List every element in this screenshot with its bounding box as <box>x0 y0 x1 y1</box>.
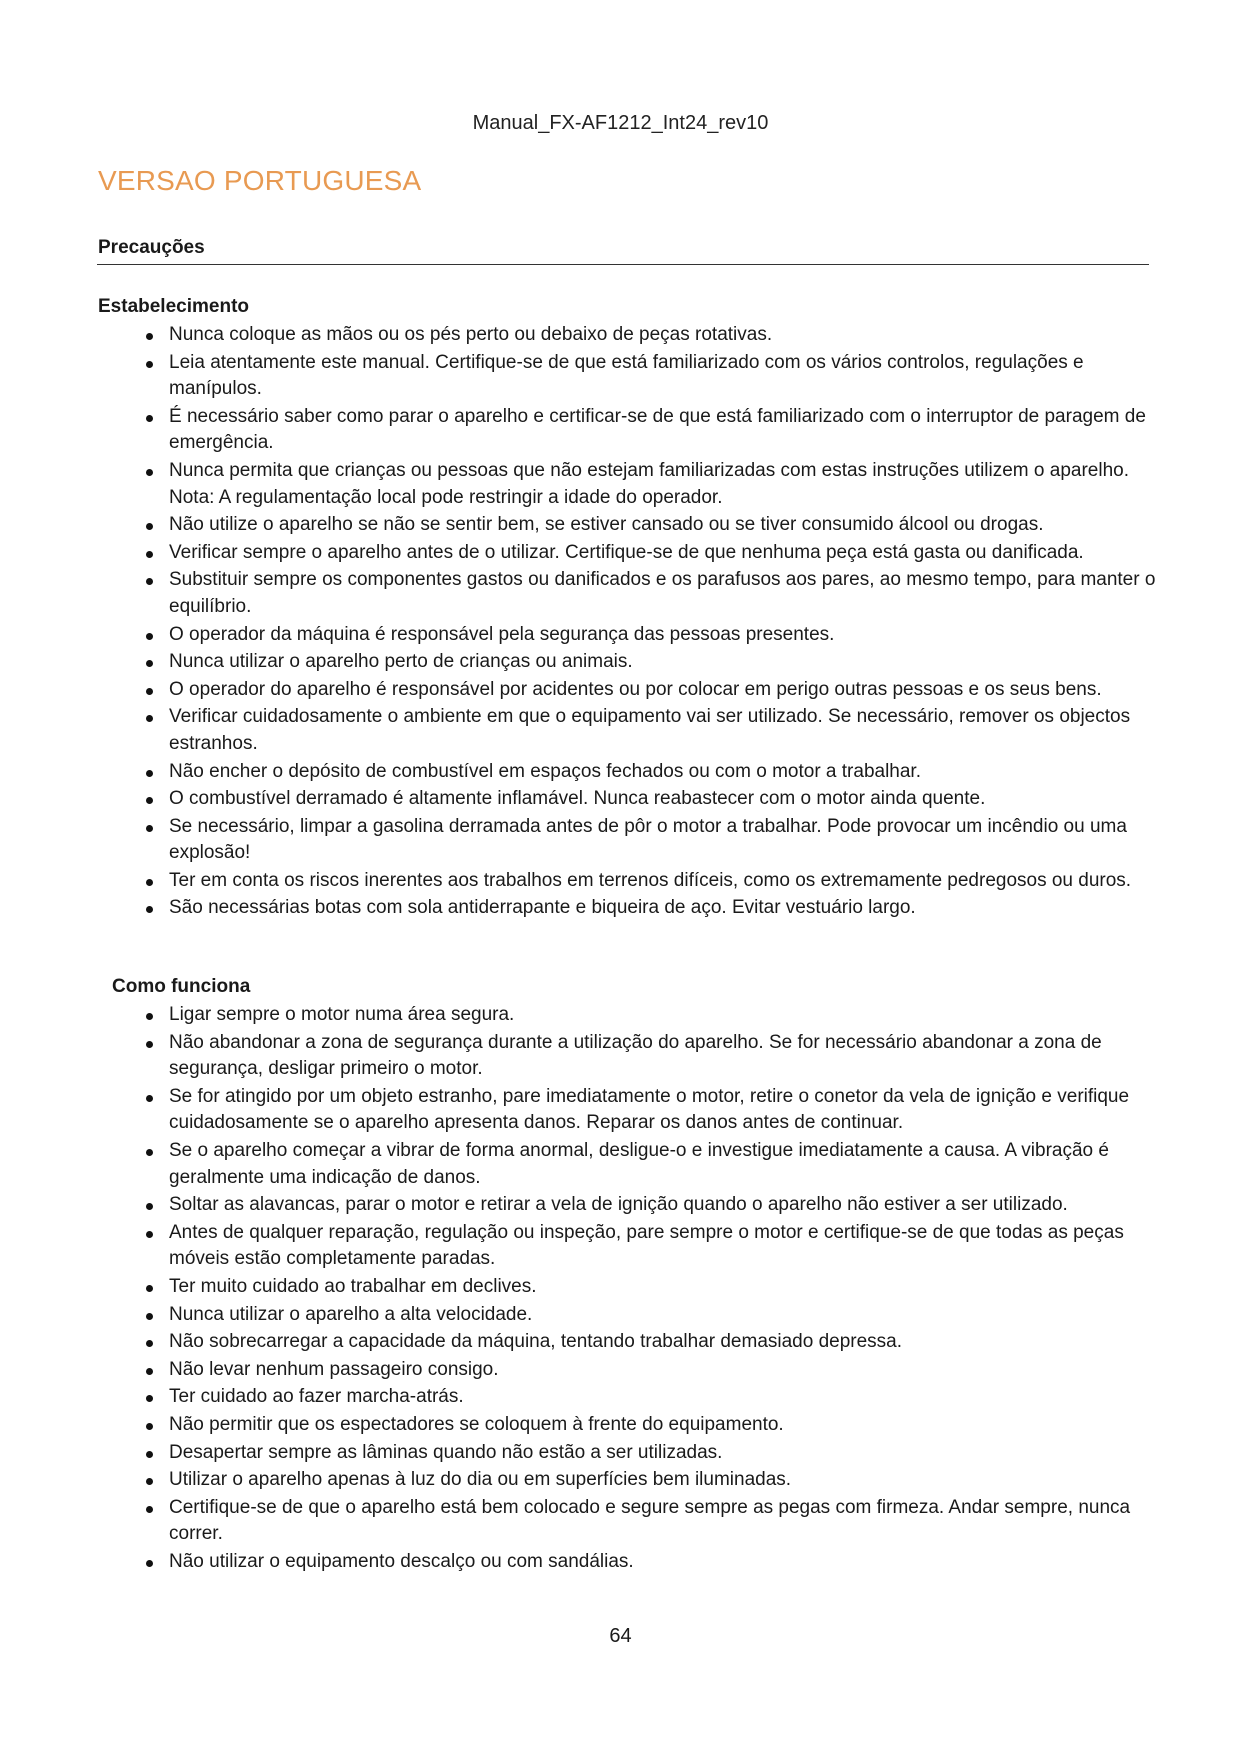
bullet-icon <box>146 1231 153 1238</box>
list-item-text: Nunca utilizar o aparelho perto de crianças ou animais. <box>169 651 633 673</box>
bullet-icon <box>146 361 153 368</box>
subsection-estabelecimento <box>98 294 1158 923</box>
list-item <box>98 704 1158 757</box>
bullet-icon <box>146 1041 153 1048</box>
bullet-icon <box>146 1149 153 1156</box>
bullet-icon <box>146 415 153 422</box>
bullet-icon <box>146 1451 153 1458</box>
list-item-text: Verificar cuidadosamente o ambiente em que o equipamento vai ser utilizado. Se necessário, remover os objectos estranhos. <box>169 706 1131 754</box>
bullet-icon <box>146 333 153 340</box>
list-item <box>98 677 1158 704</box>
list-item <box>98 404 1158 457</box>
list-item <box>98 895 1158 922</box>
subsection-como-funciona <box>112 974 1172 1576</box>
list-item <box>112 1440 1172 1467</box>
list-item-text: O operador da máquina é responsável pela segurança das pessoas presentes. <box>169 623 835 645</box>
precautions-heading: Precauções <box>98 237 205 258</box>
list-item-text: É necessário saber como parar o aparelho e certificar-se de que está familiarizado com o interruptor de paragem de emergência. <box>169 405 1146 454</box>
list-item-text: Utilizar o aparelho apenas à luz do dia ou em superfícies bem iluminadas. <box>169 1469 792 1491</box>
bullet-icon <box>146 660 153 667</box>
list-item <box>112 1274 1172 1301</box>
list-item-text: Ter cuidado ao fazer marcha-atrás. <box>169 1386 464 1408</box>
list-item <box>112 1002 1172 1029</box>
bullet-icon <box>146 551 153 558</box>
list-item-text: O operador do aparelho é responsável por acidentes ou por colocar em perigo outras pessoas e os seus bens. <box>169 678 1102 700</box>
list-item <box>98 567 1158 620</box>
list-item <box>98 350 1158 403</box>
list-item <box>98 322 1158 349</box>
list-item-text: Nunca permita que crianças ou pessoas que não estejam familiarizadas com estas instruções utilizem o aparelho. Nota: A regulamentação local pode restringir a idade do operador. <box>169 459 1129 508</box>
bullet-icon <box>146 1478 153 1485</box>
list-item <box>112 1467 1172 1494</box>
bullet-icon <box>146 469 153 476</box>
list-item <box>112 1412 1172 1439</box>
list-item <box>98 458 1158 511</box>
bullet-icon <box>146 906 153 913</box>
bullet-icon <box>146 1013 153 1020</box>
list-item <box>98 868 1158 895</box>
bullet-icon <box>146 1423 153 1430</box>
bullet-icon <box>146 879 153 886</box>
list-item-text: Não sobrecarregar a capacidade da máquina, tentando trabalhar demasiado depressa. <box>169 1331 903 1353</box>
list-item <box>112 1357 1172 1384</box>
list-item-text: Soltar as alavancas, parar o motor e retirar a vela de ignição quando o aparelho não estiver a ser utilizado. <box>169 1194 1068 1216</box>
bullet-icon <box>146 1095 153 1102</box>
bullet-icon <box>146 797 153 804</box>
list-item <box>112 1084 1172 1137</box>
list-item-text: Desapertar sempre as lâminas quando não estão a ser utilizadas. <box>169 1441 723 1463</box>
list-item <box>112 1192 1172 1219</box>
list-item-text: Verificar sempre o aparelho antes de o utilizar. Certifique-se de que nenhuma peça está gasta ou danificada. <box>169 541 1084 563</box>
bullet-list <box>98 322 1158 922</box>
bullet-icon <box>146 715 153 722</box>
list-item-text: Não encher o depósito de combustível em espaços fechados ou com o motor a trabalhar. <box>169 760 921 782</box>
bullet-icon <box>146 1340 153 1347</box>
list-item-text: Não permitir que os espectadores se coloquem à frente do equipamento. <box>169 1413 784 1435</box>
list-item-text: Se for atingido por um objeto estranho, pare imediatamente o motor, retire o conetor da vela de ignição e verifique cuidadosamente se o aparelho apresenta danos. Reparar os danos antes de continuar. <box>169 1085 1130 1134</box>
list-item-text: Leia atentamente este manual. Certifique-se de que está familiarizado com os vários controlos, regulações e manípulos. <box>169 351 1084 400</box>
list-item-text: Não levar nenhum passageiro consigo. <box>169 1358 499 1380</box>
bullet-icon <box>146 688 153 695</box>
bullet-icon <box>146 633 153 640</box>
bullet-icon <box>146 825 153 832</box>
list-item-text: São necessárias botas com sola antiderrapante e biqueira de aço. Evitar vestuário largo. <box>169 897 916 919</box>
bullet-icon <box>146 1368 153 1375</box>
subsection-title: Estabelecimento <box>98 296 249 317</box>
list-item <box>112 1329 1172 1356</box>
bullet-icon <box>146 523 153 530</box>
list-item-text: Não utilizar o equipamento descalço ou com sandálias. <box>169 1550 634 1572</box>
list-item-text: Nunca coloque as mãos ou os pés perto ou debaixo de peças rotativas. <box>169 324 773 345</box>
document-header-id: Manual_FX-AF1212_Int24_rev10 <box>472 112 769 134</box>
subsection-title: Como funciona <box>112 976 251 997</box>
bullet-icon <box>146 1285 153 1292</box>
bullet-icon <box>146 1506 153 1513</box>
list-item-text: Ter muito cuidado ao trabalhar em declives. <box>169 1275 537 1297</box>
list-item-text: O combustível derramado é altamente inflamável. Nunca reabastecer com o motor ainda quente. <box>169 788 986 810</box>
list-item <box>112 1030 1172 1083</box>
list-item <box>98 622 1158 649</box>
list-item <box>112 1220 1172 1273</box>
list-item-text: Não abandonar a zona de segurança durante a utilização do aparelho. Se for necessário abandonar a zona de segurança, desligar primeiro o motor. <box>169 1031 1102 1080</box>
bullet-icon <box>146 770 153 777</box>
list-item <box>98 814 1158 867</box>
list-item <box>112 1138 1172 1191</box>
list-item-text: Ligar sempre o motor numa área segura. <box>169 1004 515 1025</box>
list-item-text: Não utilize o aparelho se não se sentir bem, se estiver cansado ou se tiver consumido álcool ou drogas. <box>169 514 1044 536</box>
list-item-text: Nunca utilizar o aparelho a alta velocidade. <box>169 1303 533 1325</box>
list-item-text: Antes de qualquer reparação, regulação ou inspeção, pare sempre o motor e certifique-se de que todas as peças móveis estão completamente paradas. <box>169 1221 1124 1270</box>
heading-divider <box>97 264 1149 265</box>
bullet-icon <box>146 1560 153 1567</box>
list-item <box>112 1549 1172 1576</box>
bullet-icon <box>146 1313 153 1320</box>
bullet-list <box>112 1002 1172 1575</box>
list-item <box>112 1302 1172 1329</box>
list-item-text: Certifique-se de que o aparelho está bem colocado e segure sempre as pegas com firmeza. Andar sempre, nunca correr. <box>169 1496 1131 1545</box>
bullet-icon <box>146 1203 153 1210</box>
list-item <box>112 1495 1172 1548</box>
list-item <box>98 786 1158 813</box>
list-item <box>112 1384 1172 1411</box>
bullet-icon <box>146 1395 153 1402</box>
list-item-text: Ter em conta os riscos inerentes aos trabalhos em terrenos difíceis, como os extremamente pedregosos ou duros. <box>169 869 1132 891</box>
list-item <box>98 759 1158 786</box>
page-number: 64 <box>609 1625 632 1647</box>
list-item <box>98 649 1158 676</box>
list-item-text: Substituir sempre os componentes gastos ou danificados e os parafusos aos pares, ao mesmo tempo, para manter o equilíbrio. <box>169 569 1156 617</box>
list-item <box>98 512 1158 539</box>
bullet-icon <box>146 578 153 585</box>
list-item <box>98 540 1158 567</box>
list-item-text: Se o aparelho começar a vibrar de forma anormal, desligue-o e investigue imediatamente a causa. A vibração é geralmente uma indicação de danos. <box>169 1139 1109 1188</box>
list-item-text: Se necessário, limpar a gasolina derramada antes de pôr o motor a trabalhar. Pode provocar um incêndio ou uma explosão! <box>169 815 1127 864</box>
language-section-title: VERSAO PORTUGUESA <box>98 165 422 196</box>
